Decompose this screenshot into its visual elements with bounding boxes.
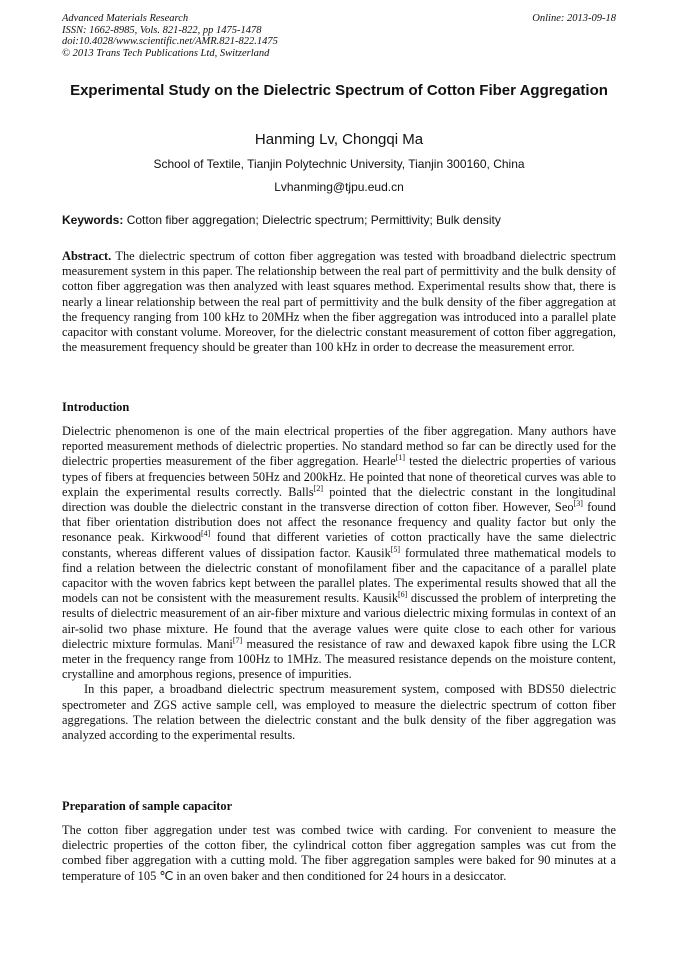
authors: Hanming Lv, Chongqi Ma [254, 131, 424, 148]
citation-2: [2] [313, 483, 324, 493]
citation-4: [4] [201, 529, 211, 539]
introduction-heading: Introduction [62, 400, 130, 414]
citation-5: [5] [390, 544, 401, 554]
keywords-text: Cotton fiber aggregation; Dielectric spectrum; Permittivity; Bulk density [123, 213, 501, 227]
author-email: Lvhanming@tjpu.eud.cn [274, 180, 404, 194]
online-date: Online: 2013-09-18 [532, 13, 616, 24]
introduction-paragraph-2: In this paper, a broadband dielectric spectrum measurement system, composed with BDS50 dielectric spectrometer and ZGS active sample cell, was employed to measure the dielectric spectrum of cotton fiber aggregations. The relation between the dielectric constant and the bulk density of the fiber aggregation was analyzed according to the experimental results. [62, 682, 616, 743]
doi-line: doi:10.4028/www.scientific.net/AMR.821-822.1475 [62, 36, 278, 47]
citation-6: [6] [398, 590, 408, 600]
affiliation: School of Textile, Tianjin Polytechnic University, Tianjin 300160, China [153, 157, 525, 171]
preparation-body [62, 823, 616, 884]
journal-header [62, 13, 616, 59]
preparation-heading: Preparation of sample capacitor [62, 799, 233, 813]
abstract-label: Abstract. [62, 249, 112, 263]
copyright-line: © 2013 Trans Tech Publications Ltd, Switzerland [62, 47, 270, 59]
paper-title: Experimental Study on the Dielectric Spectrum of Cotton Fiber Aggregation [70, 82, 608, 99]
keywords-label: Keywords: [62, 213, 124, 227]
issn-line: ISSN: 1662-8985, Vols. 821-822, pp 1475-1478 [62, 24, 262, 36]
keywords [62, 213, 616, 227]
citation-7: [7] [232, 635, 243, 645]
introduction-paragraph-1: Dielectric phenomenon is one of the main electrical properties of the fiber aggregation. Many authors have reported measurement methods of dielectric properties. No standard method so far can be directly used for the dielectric properties measurement of the fiber aggregation. Hearle[1] tested the dielectric properties of various types of fibers at frequencies between 50Hz and 200kHz. He pointed that none of theoretical curves was able to explain the experimental results correctly. Balls[2] pointed that the dielectric constant in the longitudinal direction was double the dielectric constant in the transverse direction of cotton fiber. However, Seo[3] found that fiber orientation distribution does not affect the resonance frequency and quality factor but only the resonance peak. Kirkwood[4] found that different varieties of cotton practically have the same dielectric constants, whereas different values of dissipation factor. Kausik[5] formulated three mathematical models to find a relation between the dielectric constant of monofilament fiber and the capacitance of a parallel plate capacitor with the woven fabrics kept between the parallel plates. The experimental results showed that all the models can not be consistent with the measurement results. Kausik[6] discussed the problem of interpreting the results of dielectric measurement of an air-fiber mixture and various dielectric mixing formulas in context of an air-solid two phase mixture. He found that the average values were quite close to each other for various dielectric mixture formulas. Mani[7] measured the resistance of raw and dewaxed kapok fibre using the LCR meter in the frequency range from 100Hz to 1MHz. The measured resistance depends on the moisture content, crystalline and amorphous regions, presence of impurities. [62, 424, 617, 682]
abstract [62, 249, 616, 355]
citation-1: [1] [395, 453, 406, 463]
citation-3: [3] [573, 498, 583, 508]
preparation-paragraph: The cotton fiber aggregation under test was combed twice with carding. For convenient to measure the dielectric properties of the cotton fiber, the cylindrical cotton fiber aggregation samples was cut from the combed fiber aggregation with a cutting mold. The fiber aggregation samples were baked for 90 minutes at a temperature of 105 ℃ in an oven baker and then conditioned for 24 hours in a desiccator. [62, 823, 616, 883]
journal-name: Advanced Materials Research [62, 13, 189, 24]
introduction-body [62, 424, 616, 743]
abstract-text: The dielectric spectrum of cotton fiber aggregation was tested with broadband dielectric spectrum measurement system in this paper. The relationship between the real part of permittivity and the bulk density of cotton fiber aggregation was then analyzed with least squares method. Experimental results show that, there is nearly a linear relationship between the real part of permittivity and the bulk density of the fiber aggregation at the frequency ranging from 100 kHz to 20MHz when the fiber aggregation was introduced into a parallel plate capacitor with constant volume. Moreover, for the dielectric constant measurement of cotton fiber aggregation, the measurement frequency should be greater than 100 kHz in order to decrease the measurement error. [62, 249, 616, 355]
